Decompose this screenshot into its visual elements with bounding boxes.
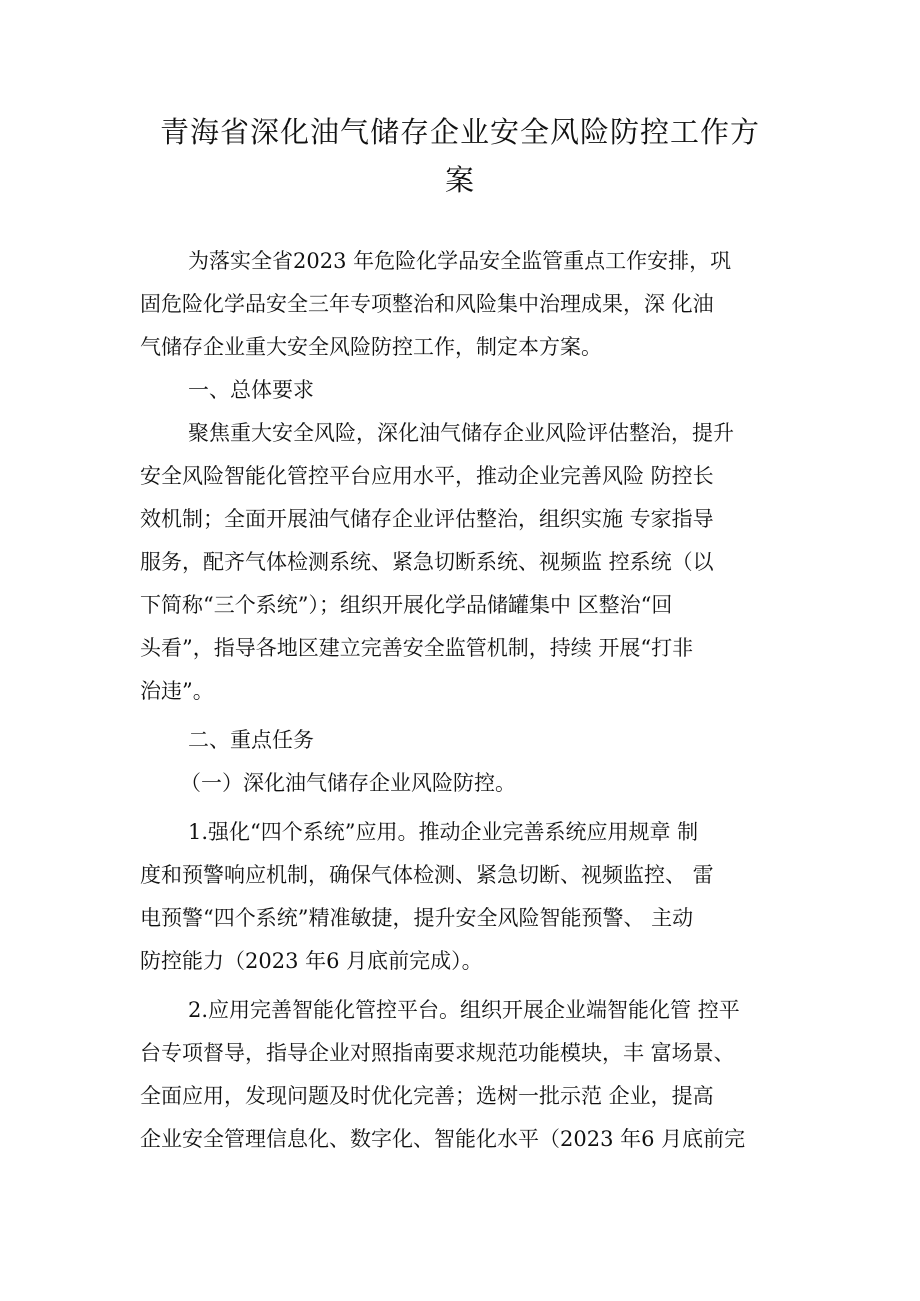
task-paragraph-line: 台专项督导，指导企业对照指南要求规范功能模块，丰 富场景、 [140,1041,735,1065]
title-line-2: 案 [444,163,475,197]
requirements-paragraph-line: 效机制；全面开展油气储存企业评估整治，组织实施 专家指导 [140,507,714,531]
task-paragraph-line: 1.强化“四个系统”应用。推动企业完善系统应用规章 制 [188,820,699,844]
document-body [140,240,790,1161]
requirements-paragraph-line: 聚焦重大安全风险，深化油气储存企业风险评估整治，提升 [188,421,734,445]
task-paragraph-line: 2.应用完善智能化管控平台。组织开展企业端智能化管 控平 [188,998,740,1022]
task-paragraph-line: 全面应用，发现问题及时优化完善；选树一批示范 企业，提高 [140,1084,714,1108]
section-heading: 一、总体要求 [188,378,314,402]
title-line-1: 青海省深化油气储存企业安全风险防控工作方 [159,115,760,149]
requirements-paragraph-line: 头看”，指导各地区建立完善安全监管机制，持续 开展“打非 [140,636,694,660]
subsection-heading: （一）深化油气储存企业风险防控。 [180,771,516,795]
task-paragraph-line: 企业安全管理信息化、数字化、智能化水平（2023 年6 月底前完 [140,1127,746,1151]
task-paragraph-line: 度和预警响应机制，确保气体检测、紧急切断、视频监控、 雷 [140,863,714,887]
requirements-paragraph-line: 安全风险智能化管控平台应用水平，推动企业完善风险 防控长 [140,464,714,488]
intro-paragraph-line: 为落实全省2023 年危险化学品安全监管重点工作安排，巩 [188,249,732,273]
intro-paragraph-line: 固危险化学品安全三年专项整治和风险集中治理成果，深 化油 [140,292,714,316]
section-heading: 二、重点任务 [188,728,314,752]
document-title [150,108,770,204]
requirements-paragraph-line: 下简称“三个系统”）；组织开展化学品储罐集中 区整治“回 [140,593,673,617]
requirements-paragraph-line: 治违”。 [140,679,214,703]
task-paragraph-line: 防控能力（2023 年6 月底前完成）。 [140,949,483,973]
requirements-paragraph-line: 服务，配齐气体检测系统、紧急切断系统、视频监 控系统（以 [140,550,714,574]
intro-paragraph-line: 气储存企业重大安全风险防控工作，制定本方案。 [140,335,602,359]
task-paragraph-line: 电预警“四个系统”精准敏捷，提升安全风险智能预警、 主动 [140,906,694,930]
